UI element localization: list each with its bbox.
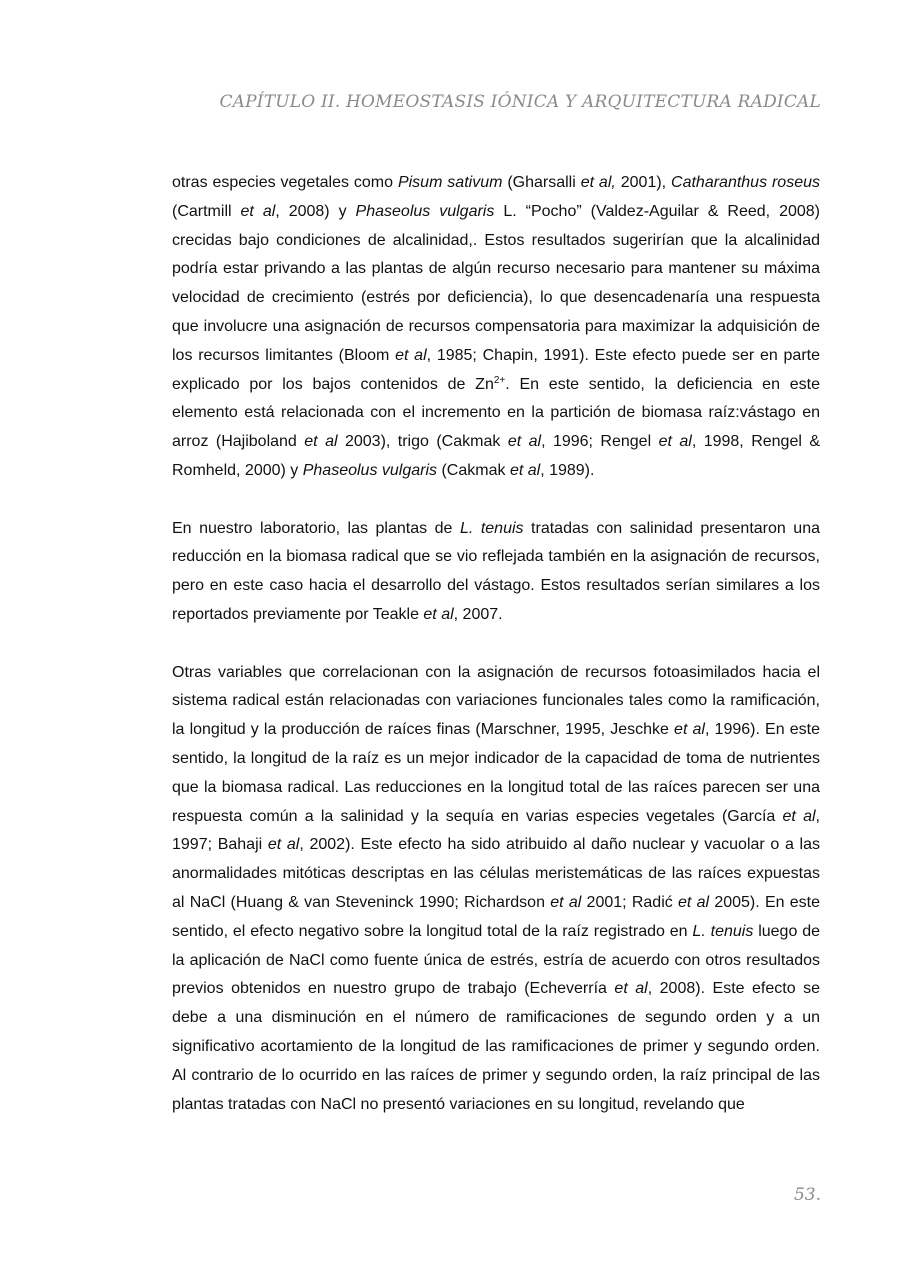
italic-text: Pisum sativum (397, 174, 503, 191)
paragraph (172, 515, 820, 630)
text-run: (Gharsalli (502, 174, 581, 191)
italic-text: et al (550, 893, 582, 911)
text-run: , 1997; Bahaji (172, 807, 820, 854)
italic-text: Catharanthus roseus (671, 174, 821, 191)
italic-text: et al (509, 461, 541, 479)
text-run: (Cartmill (172, 202, 241, 220)
text-run: 2005). En este sentido, el efecto negativo sobre la longitud total de la raíz registrado en (172, 893, 821, 940)
text-run: Otras variables que correlacionan con la asignación de recursos fotoasimilados hacia el sistema radical están relacionadas con variaciones funcionales tales como la ramificación, la longitud y la producción de raíces finas (Marschner, 1995, Jeschke (172, 663, 820, 739)
italic-text: et al (614, 980, 648, 998)
italic-text: et al (395, 346, 427, 364)
text-run: otras especies vegetales como (172, 174, 398, 191)
text-run: , 1996; Rengel (541, 433, 659, 451)
paragraph (172, 659, 820, 1120)
italic-text: L. tenuis (692, 922, 754, 940)
italic-text: et al (304, 433, 338, 451)
italic-text: L. tenuis (459, 519, 524, 537)
text-run: 2001; Radić (581, 893, 679, 911)
text-run: tratadas con salinidad presentaron una reducción en la biomasa radical que se vio reflejada también en la asignación de recursos, pero en este caso hacia el desarrollo del vástago. Estos resultados serían similares a los reportados previamente por Teakle (172, 519, 820, 623)
paragraph (172, 169, 820, 486)
text-run: . En este sentido, la deficiencia en este elemento está relacionada con el incremento en la partición de biomasa raíz:vástago en arroz (Hajiboland (172, 375, 820, 451)
text-run: , 1998, Rengel & Romheld, 2000) y (172, 433, 821, 479)
italic-text: et al (240, 202, 276, 220)
text-run: L. “Pocho” (Valdez-Aguilar & Reed, 2008) crecidas bajo condiciones de alcalinidad,. Estos resultados sugerirían que la alcalinidad podría estar privando a las plantas de algún recurso necesario para mantener su máxima velocidad de crecimiento (estrés por deficiencia), lo que desencadenaría una respuesta que involucre una asignación de recursos compensatoria para maximizar la adquisición de los recursos limitantes (Bloom (172, 202, 821, 364)
text-run: luego de la aplicación de NaCl como fuente única de estrés, estría de acuerdo con otros resultados previos obtenidos en nuestro grupo de trabajo (Echeverría (172, 922, 820, 998)
text-run: (Cakmak (437, 461, 510, 479)
text-run: , 2002). Este efecto ha sido atribuido al daño nuclear y vacuolar o a las anormalidades mitóticas descriptas en las células meristemáticas de las raíces expuestas al NaCl (Huang & van Steveninck 1990; Richardson (172, 836, 821, 911)
italic-text: et al, (580, 174, 616, 191)
running-header: CAPÍTULO II. HOMEOSTASIS IÓNICA Y ARQUITECTURA RADICAL (219, 92, 821, 112)
text-run: 2001), (615, 174, 672, 191)
text-run: , 2008) y (275, 202, 356, 220)
superscript-text: 2+ (493, 374, 506, 386)
body-text (172, 169, 820, 1148)
italic-text: et al (507, 433, 542, 451)
italic-text: et al (678, 893, 710, 911)
text-run: , 1985; Chapin, 1991). Este efecto puede ser en parte explicado por los bajos contenidos de Zn (172, 346, 821, 393)
italic-text: Phaseolus vulgaris (355, 202, 495, 220)
text-run: , 2007. (453, 605, 503, 623)
italic-text: et al (782, 807, 816, 825)
italic-text: et al (674, 721, 705, 739)
italic-text: Phaseolus vulgaris (302, 461, 438, 479)
text-run: , 1989). (540, 461, 595, 479)
italic-text: et al (658, 433, 692, 451)
text-run: En nuestro laboratorio, las plantas de (172, 519, 460, 537)
text-run: , 1996). En este sentido, la longitud de la raíz es un mejor indicador de la capacidad de toma de nutrientes que la biomasa radical. Las reducciones en la longitud total de las raíces parecen ser una respuesta común a la salinidad y la sequía en varias especies vegetales (García (172, 721, 821, 825)
page-number: 53. (793, 1185, 821, 1205)
italic-text: et al (267, 836, 300, 854)
text-run: , 2008). Este efecto se debe a una disminución en el número de ramificaciones de segundo orden y a un significativo acortamiento de la longitud de las ramificaciones de primer y segundo orden. Al contrario de lo ocurrido en las raíces de primer y segundo orden, la raíz principal de las plantas tratadas con NaCl no presentó variaciones en su longitud, revelando que (172, 980, 821, 1113)
italic-text: et al (423, 605, 454, 623)
text-run: 2003), trigo (Cakmak (337, 433, 508, 451)
